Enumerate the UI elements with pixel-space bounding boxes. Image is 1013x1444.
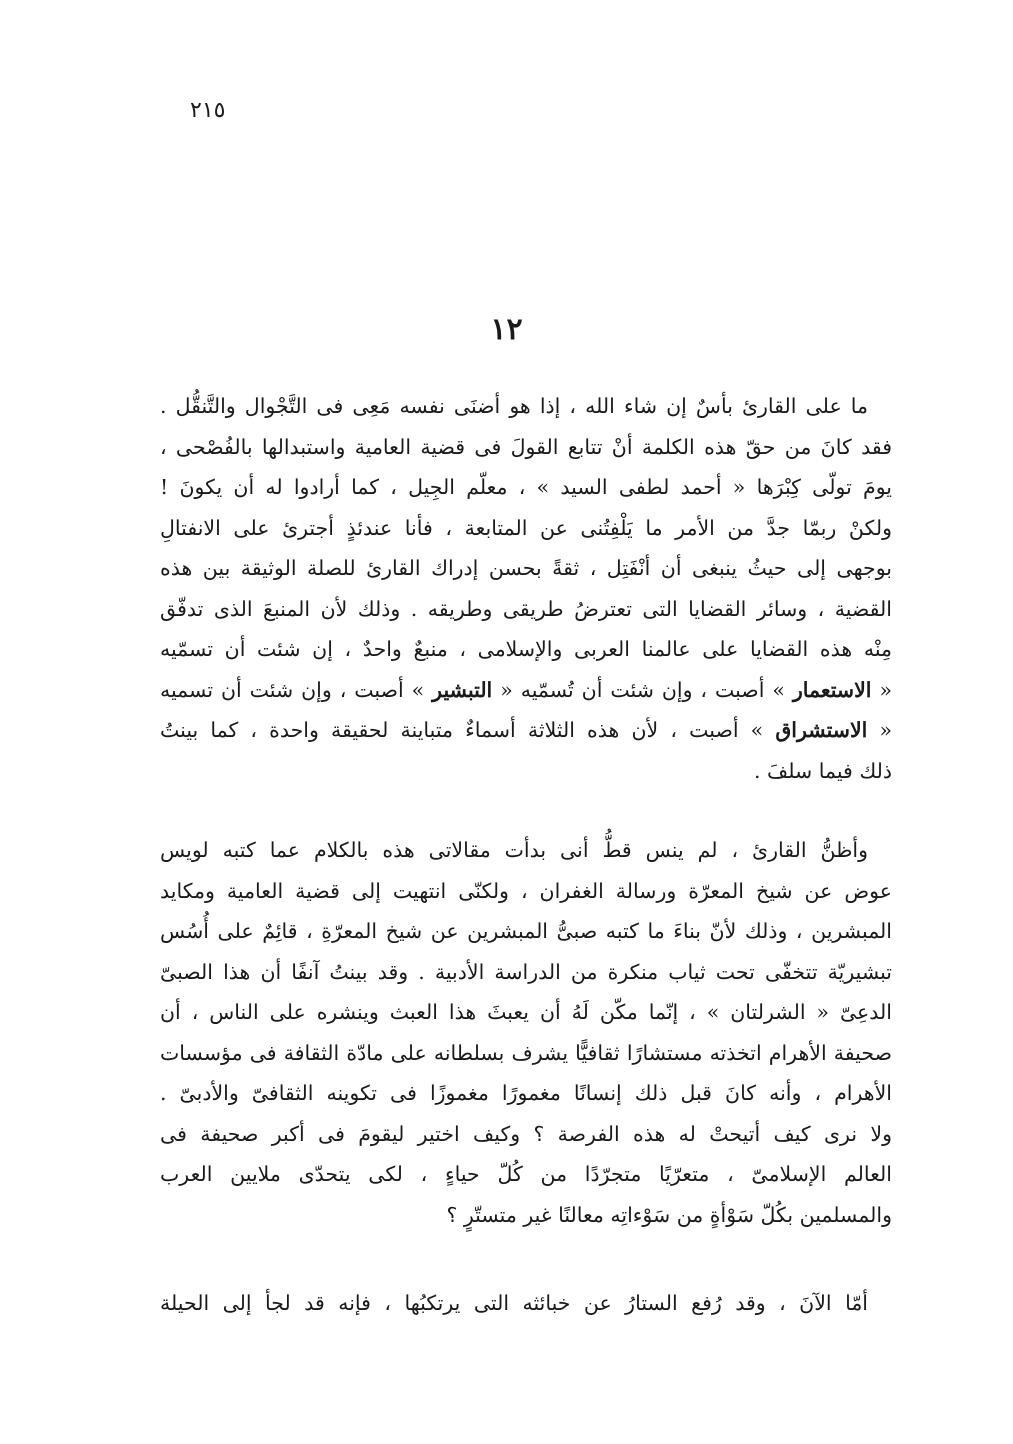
paragraph-1 bbox=[160, 386, 892, 791]
bold-term: الاستعمار bbox=[792, 677, 872, 702]
text-line: القضية ، وسائر القضايا التى تعترضُ طريقى وطريقه . وذلك لأن المنبعَ الذى تدفّق bbox=[160, 596, 892, 621]
text-line: والمسلمين بكُلّ سَوْأةٍ من سَوْءاتِه معالنًا غير متستّرٍ ؟ bbox=[446, 1202, 892, 1227]
text-line: وأظنُّ القارئ ، لم ينس قطُّ أنى بدأت مقالاتى هذه بالكلام عما كتبه لويس bbox=[160, 838, 868, 862]
text-line: مِنْه هذه القضايا على عالمنا العربى والإسلامى ، منبعٌ واحدٌ ، إن شئت أن تسمّيه bbox=[160, 637, 892, 661]
text-line: ما على القارئ بأسٌ إن شاء الله ، إذا هو أضنَى نفسه مَعِى فى التَّجْوال والتَّنقُّل . bbox=[160, 394, 868, 418]
text-line-bold-terms: « الاستشراق » أصبت ، لأن هذه الثلاثة أسماءٌ متباينة لحقيقة واحدة ، كما بينتُ bbox=[160, 718, 893, 742]
text-line: عوض عن شيخ المعرّة ورسالة الغفران ، ولكنّى انتهيت إلى قضية العامية ومكايد bbox=[160, 878, 892, 903]
text-line-bold-terms: « الاستعمار » أصبت ، وإن شئت أن تُسمّيه « التبشير » أصبت ، وإن شئت أن تسميه bbox=[160, 677, 892, 702]
text-line: أمّا الآنَ ، وقد رُفع الستارُ عن خبائثه التى يرتكبُها ، فإنه قد لجأ إلى الحيلة bbox=[160, 1291, 868, 1315]
text-line: الدعِىّ « الشرلتان » ، إنّما مكّن لَهُ أن يعبثَ هذا العبث وينشره على الناس ، أن bbox=[160, 1000, 892, 1024]
text-line: صحيفة الأهرام اتخذته مستشارًا ثقافيًّا يشرف بسلطانه على مادّة الثقافة فى مؤسسات bbox=[160, 1040, 892, 1065]
text-line: العالم الإسلامىّ ، متعرّيًا متجرّدًا من كُلّ حياءٍ ، لكى يتحدّى ملايين العرب bbox=[160, 1162, 892, 1186]
text-line: تبشيريّة تتخفّى تحت ثياب منكرة من الدراسة الأدبية . وقد بينتُ آنفًا أن هذا الصبىّ bbox=[160, 959, 892, 984]
text-line: المبشرين ، وذلك لأنّ بناءَ ما كتبه صبىُّ المبشرين عن شيخ المعرّةِ ، قائِمٌ على أُسُس bbox=[160, 919, 892, 943]
text-line: بوجهى إلى حيثُ ينبغى أن أنْفَتِل ، ثقةً بحسن إدراك القارئ للصلة الوثيقة بين هذه bbox=[160, 556, 892, 580]
text-line: ولا نرى كيف أتيحتْ له هذه الفرصة ؟ وكيف اختير ليقومَ فى أكبر صحيفة فى bbox=[160, 1121, 892, 1146]
paragraph-2 bbox=[160, 830, 892, 1235]
text-line: ولكنْ ربمّا جدَّ من الأمر ما يَلْفِتُنى عن المتابعة ، فأنا عندئذٍ أجترئ على الانفتالِ bbox=[160, 515, 892, 540]
text-line: الأهرام ، وأنه كانَ قبل ذلك إنسانًا مغمورًا مغموزًا فى تكوينه الثقافىّ والأدبىّ . bbox=[160, 1081, 892, 1105]
bold-term: الاستشراق bbox=[775, 718, 868, 742]
bold-term: التبشير bbox=[432, 677, 493, 702]
text-line: ذلك فيما سلفَ . bbox=[754, 758, 892, 783]
paragraph-3 bbox=[160, 1283, 892, 1324]
text-line: يومَ تولّى كِبْرَها « أحمد لطفى السيد » ، معلّم الجِيل ، كما أرادوا له أن يكونَ ! bbox=[160, 475, 892, 499]
page-number: ٢١٥ bbox=[190, 98, 226, 123]
chapter-number: ١٢ bbox=[490, 312, 523, 347]
text-line: فقد كانَ من حقّ هذه الكلمة أنْ تتابع القولَ فى قضية العامية واستبدالها بالفُصْحى ، bbox=[160, 434, 892, 459]
